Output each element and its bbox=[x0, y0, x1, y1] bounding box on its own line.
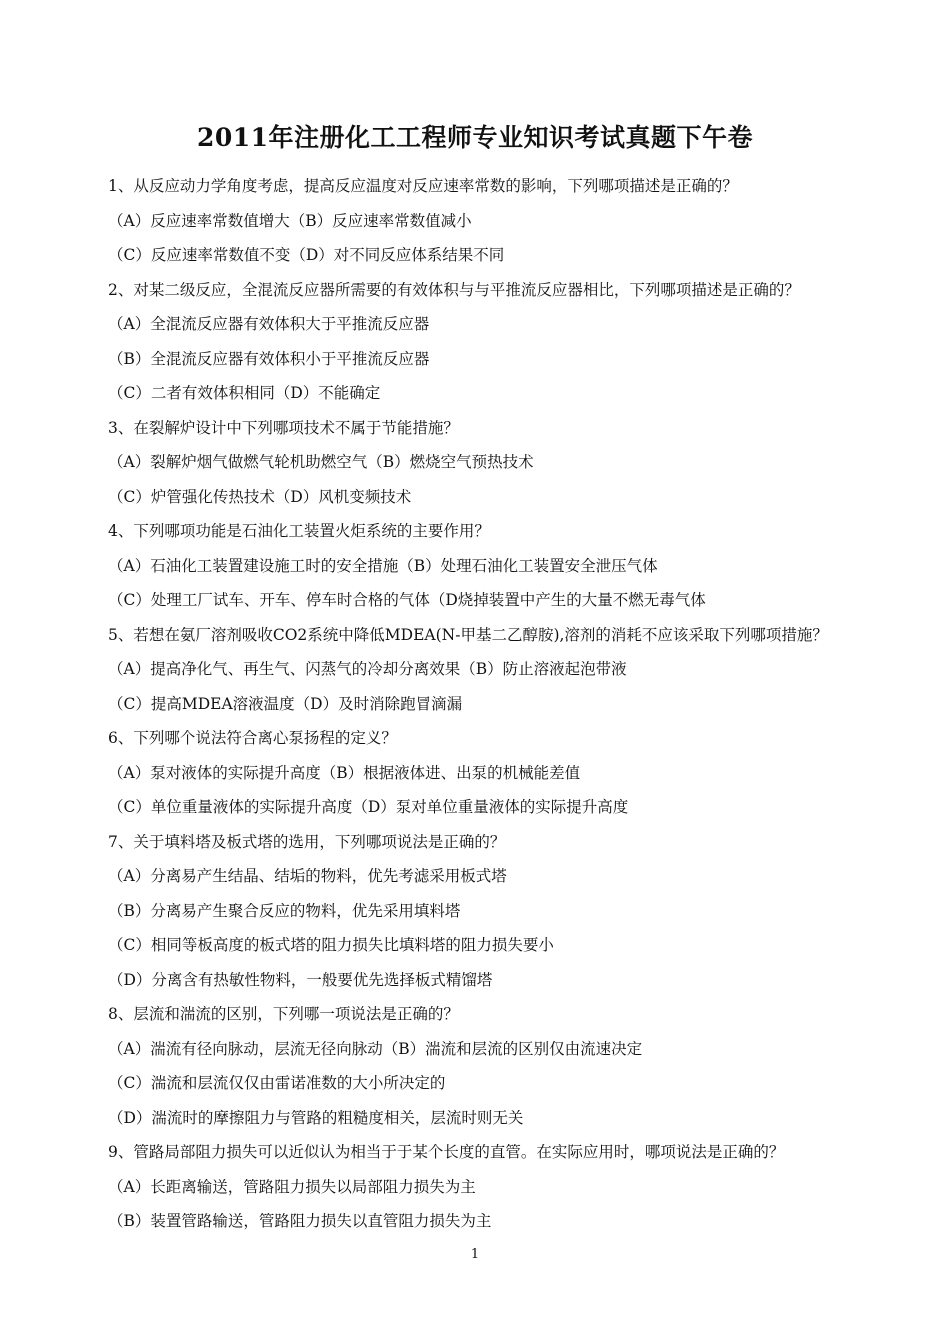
option-text: （C）二者有效体积相同（D）不能确定 bbox=[108, 384, 381, 402]
option-text: （C）湍流和层流仅仅由雷诺准数的大小所决定的 bbox=[108, 1074, 446, 1092]
question-text: 5、若想在氨厂溶剂吸收CO2系统中降低MDEA(N-甲基二乙醇胺),溶剂的消耗不应该采取下列哪项措施？ bbox=[108, 625, 828, 644]
option-text: （B）分离易产生聚合反应的物料，优先采用填料塔 bbox=[108, 901, 461, 920]
option-text: （A）湍流有径向脉动，层流无径向脉动（B）湍流和层流的区别仅由流速决定 bbox=[108, 1039, 643, 1058]
option-text: （A）提高净化气、再生气、闪蒸气的冷却分离效果（B）防止溶液起泡带液 bbox=[108, 660, 627, 678]
option-text: （A）泵对液体的实际提升高度（B）根据液体进、出泵的机械能差值 bbox=[108, 763, 581, 782]
question-text: 4、下列哪项功能是石油化工装置火炬系统的主要作用？ bbox=[108, 522, 490, 540]
option-text: （C）单位重量液体的实际提升高度（D）泵对单位重量液体的实际提升高度 bbox=[108, 798, 629, 816]
option-text: （D）湍流时的摩擦阻力与管路的粗糙度相关，层流时则无关 bbox=[108, 1108, 524, 1127]
option-text: （C）炉管强化传热技术（D）风机变频技术 bbox=[108, 487, 412, 506]
option-text: （B）装置管路输送，管路阻力损失以直管阻力损失为主 bbox=[108, 1212, 492, 1230]
option-text: （C）相同等板高度的板式塔的阻力损失比填料塔的阻力损失要小 bbox=[108, 936, 554, 954]
question-text: 3、在裂解炉设计中下列哪项技术不属于节能措施？ bbox=[108, 418, 459, 437]
option-text: （C）反应速率常数值不变（D）对不同反应体系结果不同 bbox=[108, 246, 505, 264]
question-text: 7、关于填料塔及板式塔的选用，下列哪项说法是正确的？ bbox=[108, 832, 506, 851]
option-text: （C）提高MDEA溶液温度（D）及时消除跑冒滴漏 bbox=[108, 694, 463, 713]
question-text: 9、管路局部阻力损失可以近似认为相当于于某个长度的直管。在实际应用时，哪项说法是正确的？ bbox=[108, 1143, 785, 1161]
question-text: 6、下列哪个说法符合离心泵扬程的定义？ bbox=[108, 729, 397, 747]
option-text: （D）分离含有热敏性物料，一般要优先选择板式精馏塔 bbox=[108, 970, 493, 989]
option-text: （C）处理工厂试车、开车、停车时合格的气体（D烧掉装置中产生的大量不燃无毒气体 bbox=[108, 591, 706, 609]
option-text: （A）裂解炉烟气做燃气轮机助燃空气（B）燃烧空气预热技术 bbox=[108, 453, 534, 471]
option-text: （A）全混流反应器有效体积大于平推流反应器 bbox=[108, 315, 430, 333]
option-text: （A）分离易产生结晶、结垢的物料，优先考滤采用板式塔 bbox=[108, 867, 507, 885]
question-list bbox=[108, 174, 888, 1244]
page-title: 2011年注册化工工程师专业知识考试真题下午卷 bbox=[196, 123, 754, 152]
option-text: （B）全混流反应器有效体积小于平推流反应器 bbox=[108, 349, 430, 368]
page-number: 1 bbox=[470, 1247, 480, 1262]
option-text: （A）长距离输送，管路阻力损失以局部阻力损失为主 bbox=[108, 1177, 476, 1196]
question-text: 1、从反应动力学角度考虑，提高反应温度对反应速率常数的影响，下列哪项描述是正确的？ bbox=[108, 177, 738, 195]
option-text: （A）石油化工装置建设施工时的安全措施（B）处理石油化工装置安全泄压气体 bbox=[108, 556, 658, 575]
question-text: 2、对某二级反应，全混流反应器所需要的有效体积与与平推流反应器相比，下列哪项描述是正确的？ bbox=[108, 280, 800, 299]
question-text: 8、层流和湍流的区别，下列哪一项说法是正确的？ bbox=[108, 1005, 459, 1023]
option-text: （A）反应速率常数值增大（B）反应速率常数值减小 bbox=[108, 211, 472, 230]
